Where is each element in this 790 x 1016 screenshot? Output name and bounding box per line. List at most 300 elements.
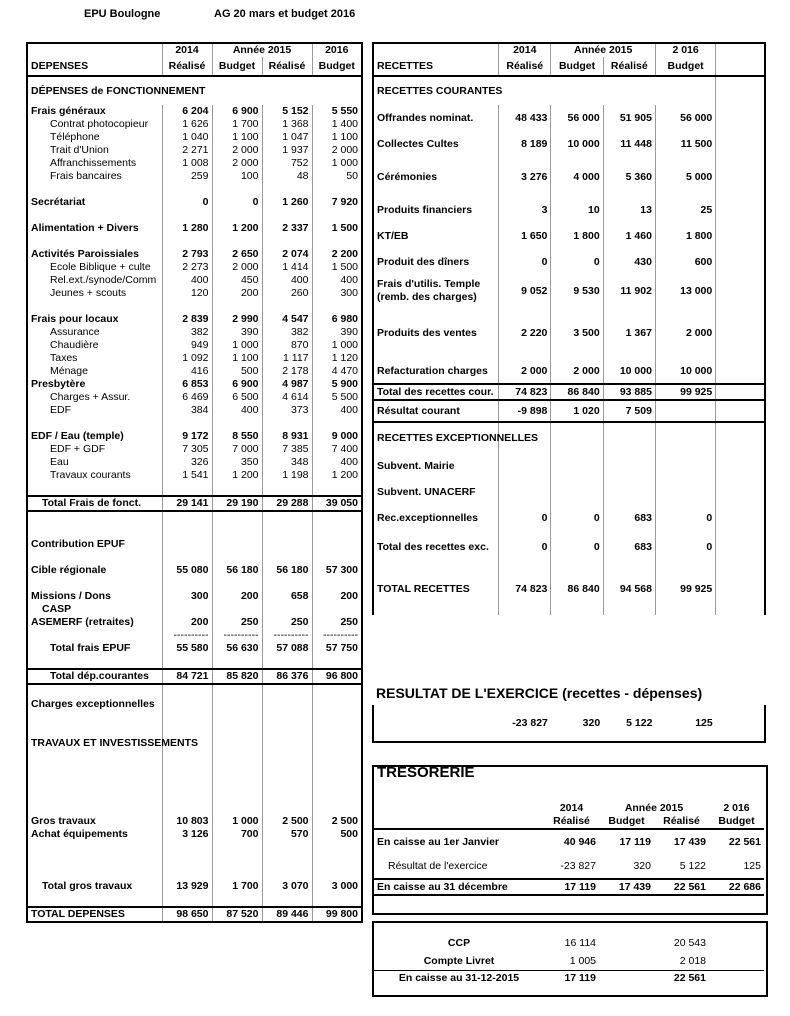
row-value: 5 152	[262, 105, 312, 118]
spacer	[27, 235, 162, 248]
row-value: 6 980	[312, 313, 362, 326]
col-budget: Budget	[655, 57, 715, 76]
spacer	[162, 750, 212, 763]
spacer	[716, 563, 765, 615]
row-value: 6 853	[162, 378, 212, 391]
row-value: 17 119	[544, 879, 599, 895]
row-value	[655, 400, 715, 422]
col-realise: Réalisé	[262, 57, 312, 76]
row-value: 29 190	[212, 496, 262, 511]
row-value: 50	[312, 170, 362, 183]
spacer	[312, 511, 362, 525]
row-value: 373	[262, 404, 312, 417]
spacer	[212, 417, 262, 430]
row-value: 1 117	[262, 352, 312, 365]
spacer	[27, 841, 162, 854]
table-row	[27, 157, 362, 170]
spacer	[716, 197, 765, 223]
row-value: 0	[655, 505, 715, 531]
spacer	[262, 511, 312, 525]
spacer	[716, 479, 765, 505]
row-value: 1 937	[262, 144, 312, 157]
row-value: 1 460	[603, 223, 655, 249]
col-realise: Réalisé	[162, 57, 212, 76]
spacer	[262, 525, 312, 538]
row-label-sub: (remb. des charges)	[377, 291, 477, 303]
table-row	[27, 655, 362, 669]
row-value: 74 823	[499, 384, 551, 400]
row-value: 1 200	[212, 222, 262, 235]
row-value: 10 803	[162, 815, 212, 828]
row-value	[603, 76, 655, 105]
row-label: Rec.exceptionnelles	[377, 511, 478, 524]
spacer	[212, 789, 262, 802]
table-row	[373, 384, 765, 400]
row-value: 250	[312, 616, 362, 629]
spacer	[212, 511, 262, 525]
row-value: 1 500	[312, 261, 362, 274]
row-value: 125	[743, 859, 761, 872]
table-row	[27, 144, 362, 157]
row-value: 8 189	[499, 131, 551, 157]
row-label: Rel.ext./synode/Comm	[50, 274, 157, 286]
row-label: Activités Paroissiales	[31, 248, 139, 260]
table-row	[373, 359, 765, 384]
row-value: 10 000	[603, 359, 655, 384]
table-row	[27, 776, 362, 789]
spacer	[162, 763, 212, 776]
row-value: 5 900	[312, 378, 362, 391]
resultat-exercice-title: RESULTAT DE L'EXERCICE (recettes - dépenses)	[376, 685, 703, 701]
col-budget: Budget	[608, 815, 645, 827]
spacer	[212, 300, 262, 313]
spacer	[212, 577, 262, 590]
col-2014: 2014	[162, 43, 212, 57]
row-value: 2 074	[262, 248, 312, 261]
tresorerie-table	[374, 802, 764, 896]
spacer	[716, 384, 765, 400]
spacer	[212, 724, 262, 737]
row-value	[499, 479, 551, 505]
table-row	[27, 802, 362, 815]
col-2015: Année 2015	[551, 43, 656, 57]
table-row	[27, 698, 362, 711]
row-value: 5 122	[679, 859, 706, 872]
row-value: 326	[162, 456, 212, 469]
row-value: 400	[212, 404, 262, 417]
row-value: 390	[212, 326, 262, 339]
row-value: 74 823	[499, 563, 551, 615]
row-value: 1 000	[212, 815, 262, 828]
row-value: 0	[551, 531, 603, 563]
row-value: 10 000	[551, 131, 603, 157]
row-value	[603, 479, 655, 505]
resultat-budget-2015: 320	[582, 716, 601, 729]
row-value: 200	[212, 590, 262, 603]
row-label: Secrétariat	[31, 196, 86, 208]
row-label: Travaux courants	[50, 469, 131, 481]
row-value: 85 820	[212, 669, 262, 684]
table-row	[373, 275, 765, 307]
spacer	[27, 655, 162, 669]
col-2016: 2016	[312, 43, 362, 57]
row-value: 120	[162, 287, 212, 300]
row-value: ----------	[262, 629, 312, 642]
row-value: -9 898	[499, 400, 551, 422]
table-row	[27, 616, 362, 629]
table-row	[27, 404, 362, 417]
row-value: 1 198	[262, 469, 312, 482]
row-value: 5 500	[312, 391, 362, 404]
spacer	[262, 802, 312, 815]
row-value	[212, 737, 262, 750]
row-value: 5 550	[312, 105, 362, 118]
row-value: 600	[655, 249, 715, 275]
row-label: Cible régionale	[31, 564, 107, 576]
spacer	[162, 417, 212, 430]
row-label: Produit des dîners	[377, 255, 470, 268]
spacer	[162, 841, 212, 854]
row-value: 6 469	[162, 391, 212, 404]
spacer	[716, 359, 765, 384]
row-value: 11 448	[603, 131, 655, 157]
row-value: 416	[162, 365, 212, 378]
row-value: 4 614	[262, 391, 312, 404]
row-value: 86 376	[262, 669, 312, 684]
row-value: 99 925	[655, 384, 715, 400]
resultat-budget-2016: 125	[695, 716, 713, 729]
row-value: 1 541	[162, 469, 212, 482]
row-label: Gros travaux	[31, 815, 96, 827]
table-row	[27, 443, 362, 456]
spacer	[162, 684, 212, 698]
spacer	[312, 577, 362, 590]
row-value: 56 180	[212, 564, 262, 577]
row-value	[262, 603, 312, 616]
table-row	[27, 391, 362, 404]
row-value: 22 686	[709, 879, 764, 895]
row-label: Collectes Cultes	[377, 137, 459, 150]
row-label: Affranchissements	[50, 157, 137, 169]
spacer	[162, 482, 212, 496]
spacer	[27, 684, 162, 698]
col-budget: Budget	[718, 815, 755, 827]
row-label: En caisse au 1er Janvier	[374, 829, 544, 854]
row-value	[655, 453, 715, 479]
row-value: 250	[262, 616, 312, 629]
row-label: Résultat de l'exercice	[388, 859, 488, 872]
row-value: 2 018	[679, 954, 706, 967]
row-value: 870	[262, 339, 312, 352]
row-value: 3 070	[262, 880, 312, 893]
table-row	[27, 365, 362, 378]
spacer	[262, 300, 312, 313]
row-label: ASEMERF (retraites)	[31, 616, 134, 628]
table-row	[27, 828, 362, 841]
row-label: Subvent. UNACERF	[377, 485, 476, 498]
spacer	[162, 867, 212, 880]
row-value	[599, 934, 654, 952]
spacer	[312, 235, 362, 248]
table-row	[374, 829, 764, 854]
spacer	[312, 763, 362, 776]
col-realise: Réalisé	[663, 815, 700, 827]
row-value: 0	[162, 196, 212, 209]
table-row	[373, 422, 765, 453]
table-row	[373, 157, 765, 197]
col-2016: 2 016	[655, 43, 715, 57]
table-row	[27, 209, 362, 222]
spacer	[27, 209, 162, 222]
spacer	[212, 655, 262, 669]
row-value: 89 446	[262, 907, 312, 922]
row-label: Téléphone	[50, 131, 100, 143]
row-value: 7 509	[603, 400, 655, 422]
table-row	[373, 131, 765, 157]
row-value: 0	[499, 531, 551, 563]
row-label: Ecole Biblique + culte	[50, 261, 151, 273]
spacer	[27, 417, 162, 430]
table-row	[27, 482, 362, 496]
row-label: Compte Livret	[423, 954, 495, 967]
spacer	[262, 711, 312, 724]
table-row	[27, 274, 362, 287]
row-value: 56 630	[212, 642, 262, 655]
resultat-exercice-values	[372, 705, 766, 743]
row-value: 11 500	[655, 131, 715, 157]
row-label: Produits des ventes	[377, 326, 477, 339]
spacer	[312, 776, 362, 789]
row-label: EDF + GDF	[50, 443, 106, 455]
row-label: Subvent. Mairie	[377, 459, 455, 472]
row-label: Chaudière	[50, 339, 99, 351]
row-value: 11 902	[603, 275, 655, 307]
spacer	[212, 482, 262, 496]
table-row	[27, 590, 362, 603]
table-row	[27, 339, 362, 352]
row-value	[499, 76, 551, 105]
row-value: 2 273	[162, 261, 212, 274]
row-value: 4 987	[262, 378, 312, 391]
row-value: 48	[262, 170, 312, 183]
row-value: 9 052	[499, 275, 551, 307]
spacer	[312, 789, 362, 802]
row-value: 400	[262, 274, 312, 287]
row-value: 2 990	[212, 313, 262, 326]
spacer	[212, 525, 262, 538]
spacer	[262, 209, 312, 222]
row-value: 658	[262, 590, 312, 603]
row-value: 55 080	[162, 564, 212, 577]
depenses-title: DEPENSES	[31, 59, 89, 72]
spacer	[162, 711, 212, 724]
spacer	[262, 482, 312, 496]
row-value	[709, 952, 764, 971]
row-label: Contribution EPUF	[31, 538, 125, 550]
row-value	[212, 538, 262, 551]
table-row	[27, 417, 362, 430]
row-value: 99 925	[655, 563, 715, 615]
row-value: 87 520	[212, 907, 262, 922]
row-value: 1 120	[312, 352, 362, 365]
spacer	[716, 400, 765, 422]
spacer	[262, 867, 312, 880]
table-row	[27, 711, 362, 724]
spacer	[312, 711, 362, 724]
table-row	[27, 629, 362, 642]
table-row	[27, 669, 362, 684]
table-row	[27, 469, 362, 482]
row-label: Refacturation charges	[377, 364, 488, 377]
row-value: 2 793	[162, 248, 212, 261]
row-value: 400	[312, 274, 362, 287]
row-value: 7 385	[262, 443, 312, 456]
table-row	[27, 222, 362, 235]
row-value: 22 561	[709, 829, 764, 854]
row-value: 430	[603, 249, 655, 275]
row-value: 1 700	[212, 880, 262, 893]
row-value: 99 800	[312, 907, 362, 922]
table-row	[373, 505, 765, 531]
table-row	[27, 378, 362, 391]
table-row	[27, 841, 362, 854]
spacer	[162, 577, 212, 590]
row-value: 1 005	[569, 954, 596, 967]
row-value: 7 400	[312, 443, 362, 456]
spacer	[27, 893, 162, 907]
row-value: -23 827	[560, 859, 596, 872]
spacer	[162, 724, 212, 737]
row-label: Eau	[50, 456, 69, 468]
spacer	[716, 505, 765, 531]
spacer	[162, 300, 212, 313]
row-value: 1 047	[262, 131, 312, 144]
row-value: 4 547	[262, 313, 312, 326]
row-value: 4 000	[551, 157, 603, 197]
col-realise: Réalisé	[553, 815, 590, 827]
row-value: 390	[312, 326, 362, 339]
row-value	[655, 76, 715, 105]
row-value	[262, 698, 312, 711]
spacer	[716, 105, 765, 131]
row-value: 1 368	[262, 118, 312, 131]
row-value: 8 931	[262, 430, 312, 443]
spacer	[27, 482, 162, 496]
spacer	[312, 417, 362, 430]
row-value: 1 800	[655, 223, 715, 249]
row-value: 17 439	[599, 879, 654, 895]
spacer	[312, 209, 362, 222]
row-value	[312, 737, 362, 750]
spacer	[312, 482, 362, 496]
spacer	[716, 275, 765, 307]
row-value: 1 800	[551, 223, 603, 249]
row-value: 400	[162, 274, 212, 287]
row-value: 2 000	[499, 359, 551, 384]
row-label: Offrandes nominat.	[377, 111, 474, 124]
row-value	[655, 479, 715, 505]
spacer	[212, 183, 262, 196]
spacer	[27, 577, 162, 590]
row-value: 2 000	[655, 307, 715, 359]
table-row	[373, 531, 765, 563]
table-row	[27, 893, 362, 907]
row-value: 683	[603, 531, 655, 563]
row-value	[162, 538, 212, 551]
doc-title: AG 20 mars et budget 2016	[214, 8, 356, 20]
spacer	[716, 453, 765, 479]
row-value: 1 040	[162, 131, 212, 144]
spacer	[262, 655, 312, 669]
col-2016: 2 016	[723, 802, 750, 814]
spacer	[212, 854, 262, 867]
row-label: TOTAL DEPENSES	[27, 907, 162, 922]
table-row	[27, 724, 362, 737]
spacer	[312, 750, 362, 763]
row-value: 1 626	[162, 118, 212, 131]
spacer	[262, 763, 312, 776]
row-value	[212, 603, 262, 616]
row-value: 7 920	[312, 196, 362, 209]
row-value: 3	[499, 197, 551, 223]
row-label: Total des recettes cour.	[373, 384, 499, 400]
table-row	[373, 479, 765, 505]
table-row	[27, 577, 362, 590]
spacer	[162, 789, 212, 802]
row-value: 6 900	[212, 378, 262, 391]
row-value: 1 100	[212, 352, 262, 365]
row-value: 300	[312, 287, 362, 300]
row-value	[599, 952, 654, 971]
spacer	[27, 525, 162, 538]
row-value: 2 839	[162, 313, 212, 326]
row-label	[27, 629, 162, 642]
table-row	[373, 453, 765, 479]
row-value: 96 800	[312, 669, 362, 684]
row-value: 0	[499, 505, 551, 531]
row-value: 2 000	[551, 359, 603, 384]
spacer	[212, 841, 262, 854]
resultat-realise-2015: 5 122	[626, 716, 653, 729]
row-value	[551, 479, 603, 505]
table-row	[27, 867, 362, 880]
row-value: 1 260	[262, 196, 312, 209]
row-value: 6 500	[212, 391, 262, 404]
row-value: 450	[212, 274, 262, 287]
row-value: 384	[162, 404, 212, 417]
row-value: 1 092	[162, 352, 212, 365]
row-value: 17 439	[654, 829, 709, 854]
depenses-table	[26, 42, 363, 923]
row-value: 683	[603, 505, 655, 531]
row-value: 17 119	[544, 971, 599, 986]
row-value: 2 000	[212, 261, 262, 274]
spacer	[312, 841, 362, 854]
row-value: 260	[262, 287, 312, 300]
spacer	[312, 183, 362, 196]
row-label: En caisse au 31 décembre	[374, 879, 544, 895]
row-value: 0	[655, 531, 715, 563]
spacer	[162, 776, 212, 789]
spacer	[27, 511, 162, 525]
spacer	[27, 776, 162, 789]
spacer	[162, 655, 212, 669]
table-row	[27, 430, 362, 443]
row-value: 2 500	[312, 815, 362, 828]
row-value: 752	[262, 157, 312, 170]
spacer	[312, 867, 362, 880]
row-value: 1 200	[212, 469, 262, 482]
